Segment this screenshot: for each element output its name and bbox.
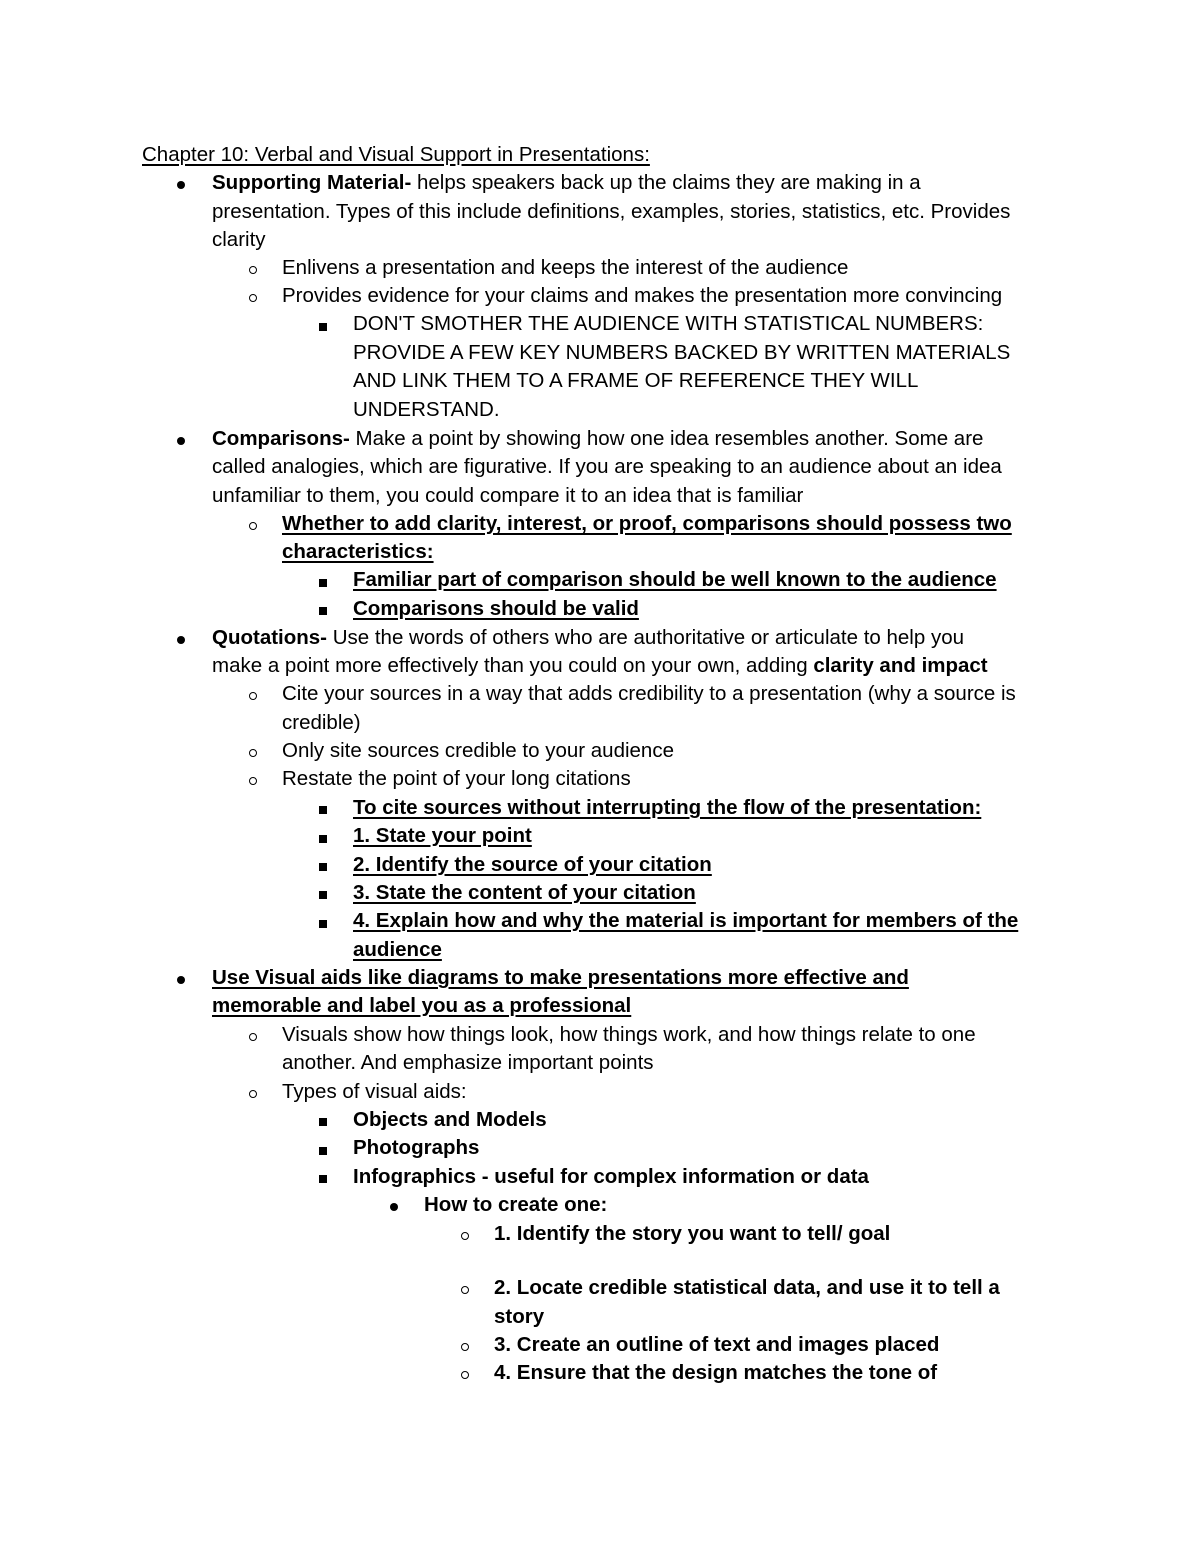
visual-aid-type: Objects and Models: [353, 1108, 547, 1131]
term: Comparisons-: [212, 427, 350, 450]
bullet-square-icon: [313, 1137, 333, 1163]
definition-continued: called analogies, which are figurative. If you are speaking to an audience about an idea: [212, 455, 1002, 478]
bullet-ring-icon: [455, 1361, 475, 1387]
bullet-ring-icon: [455, 1333, 475, 1359]
sub-point-continued: characteristics:: [282, 540, 434, 563]
quotations-item: [212, 625, 964, 651]
bullet-square-icon: [313, 825, 333, 851]
sub-point: Whether to add clarity, interest, or proof, comparisons should possess two: [282, 512, 1012, 535]
definition-text: make a point more effectively than you could on your own, adding: [212, 654, 814, 677]
step-continued: audience: [353, 938, 442, 961]
bullet-ring-icon: [243, 1023, 263, 1049]
how-to-step: 2. Locate credible statistical data, and use it to tell a: [494, 1276, 1000, 1299]
how-to-step-continued: story: [494, 1305, 545, 1328]
sub-point: Provides evidence for your claims and makes the presentation more convincing: [282, 284, 1003, 307]
bullet-ring-icon: [243, 512, 263, 538]
comparisons-item: [212, 426, 983, 452]
bullet-dot-icon: [384, 1193, 404, 1219]
bullet-ring-icon: [243, 767, 263, 793]
step: 4. Explain how and why the material is important for members of the: [353, 909, 1019, 932]
bullet-ring-icon: [455, 1276, 475, 1302]
supporting-material-item: [212, 170, 921, 196]
how-to-heading: How to create one:: [424, 1193, 608, 1216]
definition-continued: clarity: [212, 228, 266, 251]
term: Supporting Material-: [212, 171, 412, 194]
step: 2. Identify the source of your citation: [353, 853, 712, 876]
definition: Use the words of others who are authoritative or articulate to help you: [327, 626, 964, 649]
bullet-dot-icon: [171, 966, 191, 992]
sub-point-continued: credible): [282, 711, 361, 734]
bullet-ring-icon: [243, 284, 263, 310]
chapter-title: Chapter 10: Verbal and Visual Support in Presentations:: [142, 143, 650, 166]
bullet-ring-icon: [243, 256, 263, 282]
caps-note: DON'T SMOTHER THE AUDIENCE WITH STATISTICAL NUMBERS:: [353, 312, 984, 335]
characteristic: Familiar part of comparison should be well known to the audience: [353, 568, 997, 591]
bullet-square-icon: [313, 910, 333, 936]
bullet-square-icon: [313, 1108, 333, 1134]
caps-note: AND LINK THEM TO A FRAME OF REFERENCE THEY WILL: [353, 369, 919, 392]
bullet-ring-icon: [243, 1080, 263, 1106]
bullet-dot-icon: [171, 171, 191, 197]
visual-aid-type: Photographs: [353, 1136, 480, 1159]
caps-note: UNDERSTAND.: [353, 398, 500, 421]
visual-aid-type: Infographics - useful for complex information or data: [353, 1165, 869, 1188]
bullet-dot-icon: [171, 626, 191, 652]
sub-point: Only site sources credible to your audience: [282, 739, 674, 762]
definition-continued: presentation. Types of this include definitions, examples, stories, statistics, etc. Provides: [212, 200, 1011, 223]
caps-note: PROVIDE A FEW KEY NUMBERS BACKED BY WRITTEN MATERIALS: [353, 341, 1011, 364]
definition: helps speakers back up the claims they are making in a: [411, 171, 921, 194]
how-to-step: 1. Identify the story you want to tell/ goal: [494, 1222, 891, 1245]
term: Quotations-: [212, 626, 328, 649]
sub-point: Cite your sources in a way that adds credibility to a presentation (why a source is: [282, 682, 1016, 705]
step: 1. State your point: [353, 824, 532, 847]
visual-aids-heading: Use Visual aids like diagrams to make presentations more effective and: [212, 966, 909, 989]
bullet-square-icon: [313, 597, 333, 623]
bullet-ring-icon: [243, 682, 263, 708]
bullet-square-icon: [313, 853, 333, 879]
how-to-step: 3. Create an outline of text and images placed: [494, 1333, 940, 1356]
definition: Make a point by showing how one idea resembles another. Some are: [349, 427, 984, 450]
definition-continued: [212, 653, 988, 679]
sub-point: Enlivens a presentation and keeps the interest of the audience: [282, 256, 849, 279]
bullet-square-icon: [313, 881, 333, 907]
definition-continued: unfamiliar to them, you could compare it to an idea that is familiar: [212, 484, 804, 507]
bullet-square-icon: [313, 313, 333, 339]
bullet-ring-icon: [243, 739, 263, 765]
sub-point: Visuals show how things look, how things work, and how things relate to one: [282, 1023, 976, 1046]
bullet-square-icon: [313, 1165, 333, 1191]
how-to-step: 4. Ensure that the design matches the tone of: [494, 1361, 938, 1384]
steps-heading: To cite sources without interrupting the flow of the presentation:: [353, 796, 982, 819]
bullet-square-icon: [313, 569, 333, 595]
step: 3. State the content of your citation: [353, 881, 696, 904]
visual-aids-heading-continued: memorable and label you as a professional: [212, 994, 632, 1017]
emphasis: clarity and impact: [813, 654, 988, 677]
sub-point-continued: another. And emphasize important points: [282, 1051, 654, 1074]
bullet-square-icon: [313, 796, 333, 822]
characteristic: Comparisons should be valid: [353, 597, 639, 620]
sub-point: Types of visual aids:: [282, 1080, 467, 1103]
bullet-dot-icon: [171, 427, 191, 453]
bullet-ring-icon: [455, 1222, 475, 1248]
sub-point: Restate the point of your long citations: [282, 767, 631, 790]
